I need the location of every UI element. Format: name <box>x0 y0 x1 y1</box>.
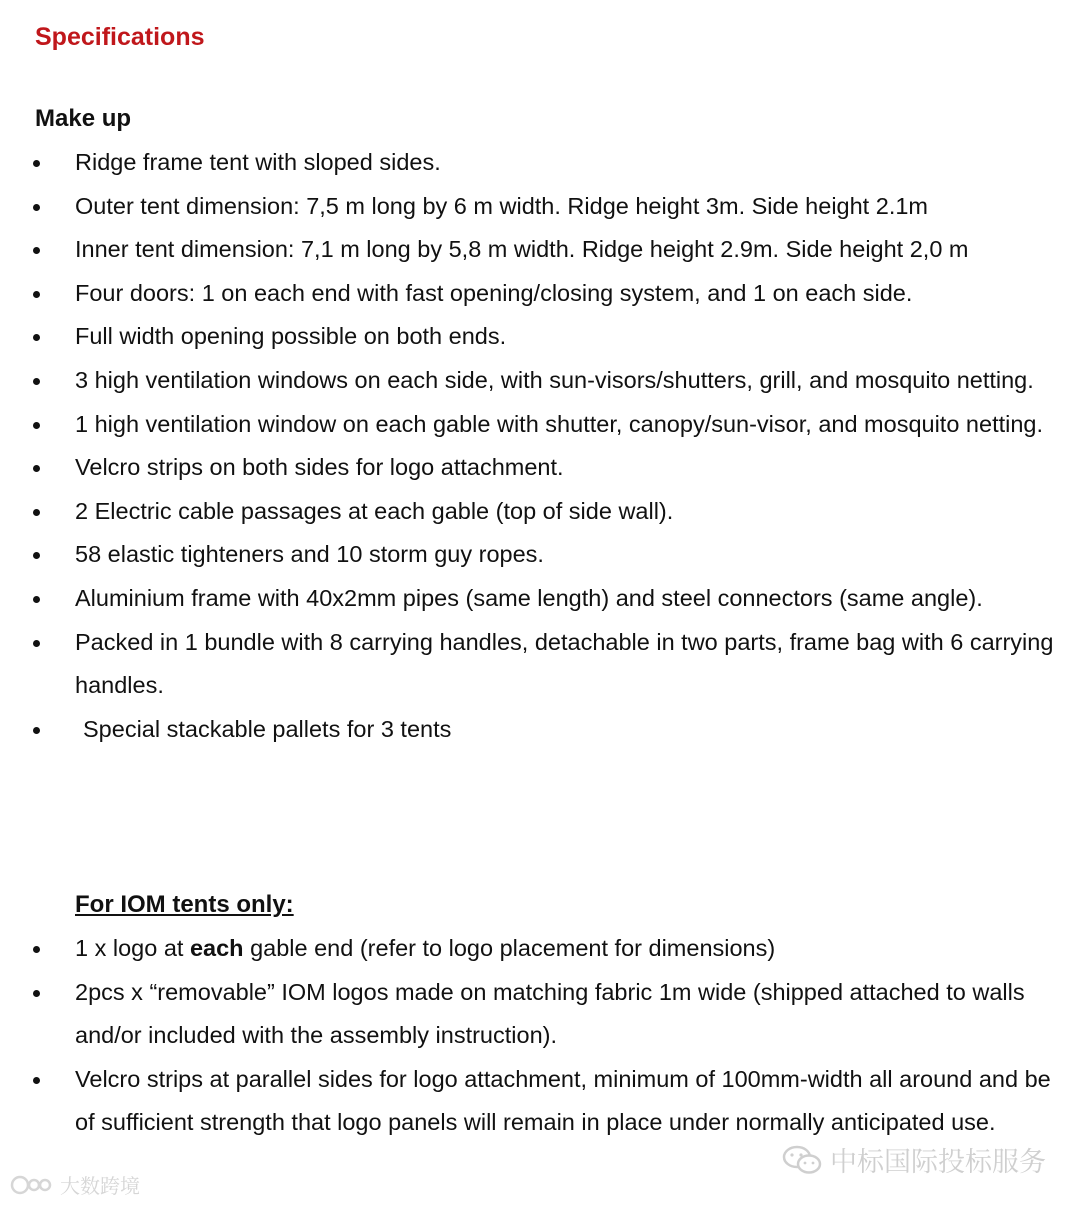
list-item <box>0 446 1080 490</box>
bullet-icon <box>33 552 40 559</box>
bullet-icon <box>33 247 40 254</box>
brand-logo-icon <box>10 1173 54 1197</box>
bullet-icon <box>33 422 40 429</box>
watermark-left <box>10 1170 140 1199</box>
list-item <box>0 533 1080 577</box>
list-item-text: Velcro strips on both sides for logo attachment. <box>75 454 564 481</box>
list-item <box>0 185 1080 229</box>
bullet-icon <box>33 378 40 385</box>
list-item <box>0 228 1080 272</box>
watermark-right <box>782 1140 1046 1179</box>
list-item <box>0 1058 1080 1145</box>
iom-list <box>0 927 1080 1145</box>
list-item <box>0 577 1080 621</box>
list-item-text: 2pcs x “removable” IOM logos made on matching fabric 1m wide (shipped attached to walls and/or included with the assembly instruction). <box>75 978 1025 1049</box>
list-item-text: Packed in 1 bundle with 8 carrying handles, detachable in two parts, frame bag with 6 carrying handles. <box>75 628 1054 699</box>
list-item <box>0 971 1080 1058</box>
page-title: Specifications <box>35 23 205 51</box>
list-item-text: Four doors: 1 on each end with fast opening/closing system, and 1 on each side. <box>75 279 913 306</box>
list-item-text: Aluminium frame with 40x2mm pipes (same length) and steel connectors (same angle). <box>75 584 983 611</box>
bullet-icon <box>33 727 40 734</box>
list-item-text: 58 elastic tighteners and 10 storm guy ropes. <box>75 541 544 568</box>
list-item <box>0 490 1080 534</box>
bullet-icon <box>33 204 40 211</box>
bullet-icon <box>33 990 40 997</box>
list-item <box>0 141 1080 185</box>
watermark-right-text: 中标国际投标服务 <box>830 1147 1046 1178</box>
list-item-text: 1 high ventilation window on each gable with shutter, canopy/sun-visor, and mosquito netting. <box>75 410 1044 437</box>
list-item-text: gable end (refer to logo placement for dimensions) <box>243 935 776 961</box>
bullet-icon <box>33 465 40 472</box>
list-item-text: Inner tent dimension: 7,1 m long by 5,8 m width. Ridge height 2.9m. Side height 2,0 m <box>75 236 969 263</box>
bullet-icon <box>33 596 40 603</box>
bullet-icon <box>33 334 40 341</box>
wechat-icon <box>782 1144 822 1176</box>
bullet-icon <box>33 509 40 516</box>
iom-heading: For IOM tents only: <box>75 891 294 918</box>
list-item <box>0 708 1080 752</box>
list-item-text: 3 high ventilation windows on each side, with sun-visors/shutters, grill, and mosquito netting. <box>75 366 1034 393</box>
list-item <box>0 927 1080 971</box>
list-item-text: Outer tent dimension: 7,5 m long by 6 m width. Ridge height 3m. Side height 2.1m <box>75 192 928 219</box>
bullet-icon <box>33 1077 40 1084</box>
list-item <box>0 403 1080 447</box>
list-item <box>0 272 1080 316</box>
watermark-left-text: 大数跨境 <box>60 1174 140 1198</box>
bullet-icon <box>33 946 40 953</box>
makeup-list <box>0 141 1080 751</box>
bullet-icon <box>33 291 40 298</box>
bullet-icon <box>33 160 40 167</box>
emphasis-text: each <box>189 935 244 961</box>
makeup-heading: Make up <box>35 105 132 132</box>
list-item <box>0 359 1080 403</box>
list-item <box>0 315 1080 359</box>
list-item-text: Full width opening possible on both ends. <box>75 323 507 350</box>
list-item-text: 1 x logo at <box>75 935 190 961</box>
list-item-text: 2 Electric cable passages at each gable (top of side wall). <box>75 497 674 524</box>
list-item-text: Ridge frame tent with sloped sides. <box>75 149 441 175</box>
list-item-text: Velcro strips at parallel sides for logo attachment, minimum of 100mm-width all around and be of sufficient strength that logo panels will remain in place under normally anticipated use. <box>75 1065 1051 1136</box>
bullet-icon <box>33 640 40 647</box>
list-item <box>0 621 1080 708</box>
list-item-text: Special stackable pallets for 3 tents <box>83 715 452 742</box>
